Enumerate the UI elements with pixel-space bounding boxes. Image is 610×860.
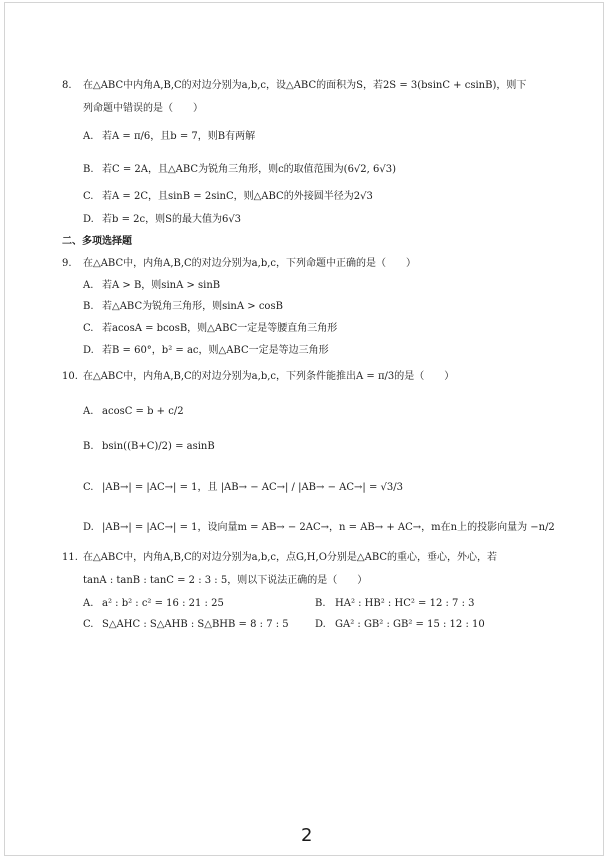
- q10-option-c: |AB→| = |AC→| = 1，且 |AB→ − AC→| / |AB→ − AC→| = √3/3: [102, 482, 403, 493]
- q9-option-b-label: B.: [83, 301, 94, 312]
- q10-option-c-label: C.: [83, 482, 94, 493]
- q8-option-b: 若C = 2A，且△ABC为锐角三角形，则c的取值范围为(6√2, 6√3): [102, 164, 397, 175]
- q9-option-b: 若△ABC为锐角三角形，则sinA > cosB: [102, 301, 283, 312]
- q9-option-c-label: C.: [83, 323, 94, 334]
- page-number: 2: [301, 825, 313, 846]
- q8-option-c: 若A = 2C，且sinB = 2sinC，则△ABC的外接圆半径为2√3: [102, 191, 373, 202]
- q11-option-c-label: C.: [83, 619, 94, 630]
- document-page: [4, 2, 604, 856]
- q11-option-b-label: B.: [315, 598, 326, 609]
- q11-option-b: HA² : HB² : HC² = 12 : 7 : 3: [335, 598, 475, 609]
- q9-option-c: 若acosA = bcosB，则△ABC一定是等腰直角三角形: [102, 323, 338, 334]
- q9-option-a: 若A > B，则sinA > sinB: [102, 280, 221, 291]
- q8-option-d-label: D.: [83, 214, 94, 225]
- q8-number: 8.: [62, 80, 72, 91]
- q10-number: 10.: [62, 371, 78, 382]
- q8-stem: 在△ABC中内角A,B,C的对边分别为a,b,c，设△ABC的面积为S，若2S = 3(bsinC + csinB)，则下: [83, 80, 527, 91]
- q9-option-d-label: D.: [83, 345, 94, 356]
- q11-stem-cont: tanA : tanB : tanC = 2 : 3 : 5，则以下说法正确的是（ ）: [83, 575, 368, 586]
- q10-option-a-label: A.: [83, 406, 94, 417]
- q11-option-d-label: D.: [315, 619, 326, 630]
- q11-stem: 在△ABC中，内角A,B,C的对边分别为a,b,c，点G,H,O分别是△ABC的重心，垂心，外心，若: [83, 552, 498, 563]
- q11-option-d: GA² : GB² : GB² = 15 : 12 : 10: [335, 619, 485, 630]
- q8-option-a: 若A = π/6，且b = 7，则B有两解: [102, 131, 256, 142]
- q9-option-a-label: A.: [83, 280, 94, 291]
- q10-option-b-label: B.: [83, 441, 94, 452]
- q8-option-b-label: B.: [83, 164, 94, 175]
- section-title: 二、多项选择题: [62, 236, 132, 247]
- q11-number: 11.: [62, 552, 78, 563]
- q11-option-a-label: A.: [83, 598, 94, 609]
- q11-option-a: a² : b² : c² = 16 : 21 : 25: [102, 598, 224, 609]
- q8-option-a-label: A.: [83, 131, 94, 142]
- q10-option-b: bsin((B+C)/2) = asinB: [102, 441, 215, 452]
- q8-option-d: 若b = 2c，则S的最大值为6√3: [102, 214, 242, 225]
- q9-option-d: 若B = 60°，b² = ac，则△ABC一定是等边三角形: [102, 345, 329, 356]
- q9-stem: 在△ABC中，内角A,B,C的对边分别为a,b,c，下列命题中正确的是（ ）: [83, 258, 416, 269]
- q10-option-a: acosC = b + c/2: [102, 406, 184, 417]
- q10-option-d-label: D.: [83, 522, 94, 533]
- q10-option-d: |AB→| = |AC→| = 1，设向量m = AB→ − 2AC→，n = AB→ + AC→，m在n上的投影向量为 −n/2: [102, 522, 555, 533]
- q8-stem-cont: 列命题中错误的是（ ）: [83, 103, 203, 114]
- q8-option-c-label: C.: [83, 191, 94, 202]
- q10-stem: 在△ABC中，内角A,B,C的对边分别为a,b,c，下列条件能推出A = π/3的是（ ）: [83, 371, 455, 382]
- q11-option-c: S△AHC : S△AHB : S△BHB = 8 : 7 : 5: [102, 619, 289, 630]
- q9-number: 9.: [62, 258, 72, 269]
